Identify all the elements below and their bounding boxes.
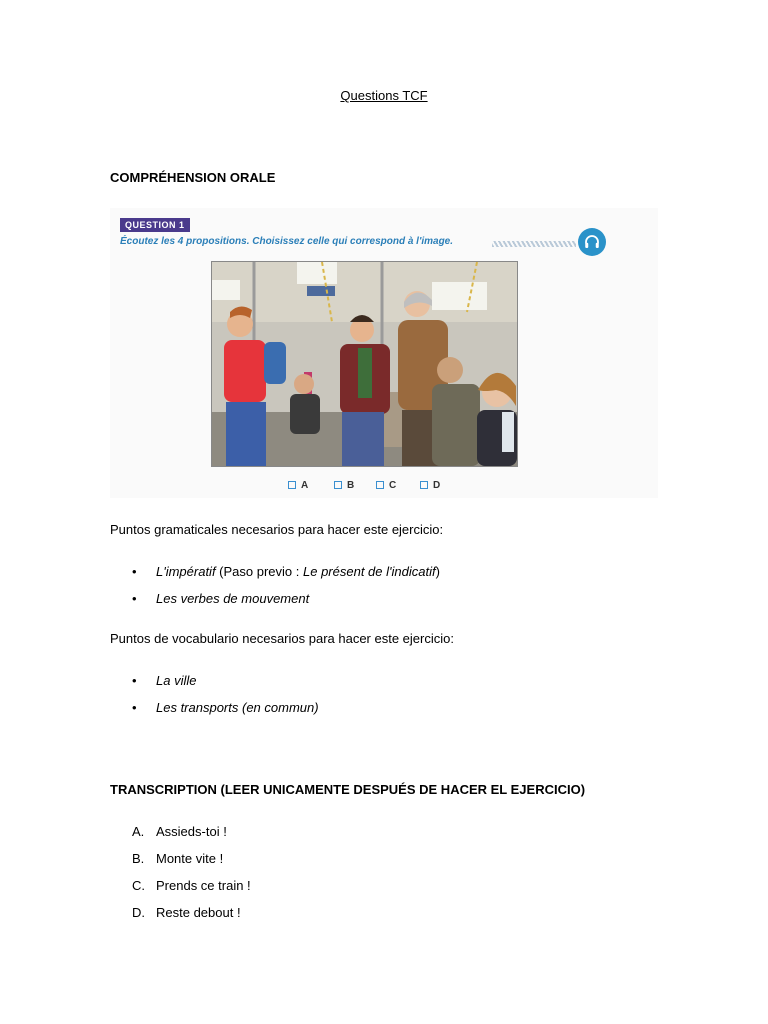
bullet-icon: • bbox=[132, 591, 137, 606]
list-item: • La ville bbox=[132, 673, 197, 688]
vocab-intro: Puntos de vocabulario necesarios para hacer este ejercicio: bbox=[110, 631, 454, 646]
list-item: C. Prends ce train ! bbox=[132, 878, 251, 893]
decorative-stripes bbox=[492, 241, 576, 247]
choice-a[interactable]: A bbox=[288, 480, 308, 491]
metro-scene-illustration bbox=[211, 261, 518, 467]
exercise-instruction: Écoutez les 4 propositions. Choisissez celle qui correspond à l'image. bbox=[120, 236, 454, 247]
question-badge: QUESTION 1 bbox=[120, 218, 190, 232]
list-item: B. Monte vite ! bbox=[132, 851, 224, 866]
checkbox-icon bbox=[376, 481, 384, 489]
choice-d[interactable]: D bbox=[420, 480, 440, 491]
headphones-icon bbox=[578, 228, 606, 256]
checkbox-icon bbox=[288, 481, 296, 489]
list-item: D. Reste debout ! bbox=[132, 905, 241, 920]
grammar-intro: Puntos gramaticales necesarios para hacer este ejercicio: bbox=[110, 522, 444, 537]
list-item: • L'impératif (Paso previo : Le présent de l'indicatif) bbox=[132, 564, 440, 579]
list-item: • Les verbes de mouvement bbox=[132, 591, 310, 606]
transcription-list bbox=[130, 824, 251, 932]
list-item: A. Assieds-toi ! bbox=[132, 824, 227, 839]
checkbox-icon bbox=[420, 481, 428, 489]
choice-c[interactable]: C bbox=[376, 480, 396, 491]
checkbox-icon bbox=[334, 481, 342, 489]
section-heading-comprehension: COMPRÉHENSION ORALE bbox=[110, 170, 276, 185]
grammar-list bbox=[130, 564, 440, 618]
document-title: Questions TCF bbox=[340, 88, 428, 103]
choice-b[interactable]: B bbox=[334, 480, 354, 491]
bullet-icon: • bbox=[132, 700, 137, 715]
vocab-list bbox=[130, 673, 319, 727]
list-item: • Les transports (en commun) bbox=[132, 700, 319, 715]
bullet-icon: • bbox=[132, 673, 137, 688]
bullet-icon: • bbox=[132, 564, 137, 579]
section-heading-transcription: TRANSCRIPTION (LEER UNICAMENTE DESPUÉS DE HACER EL EJERCICIO) bbox=[110, 782, 586, 797]
exercise-image bbox=[110, 208, 658, 498]
